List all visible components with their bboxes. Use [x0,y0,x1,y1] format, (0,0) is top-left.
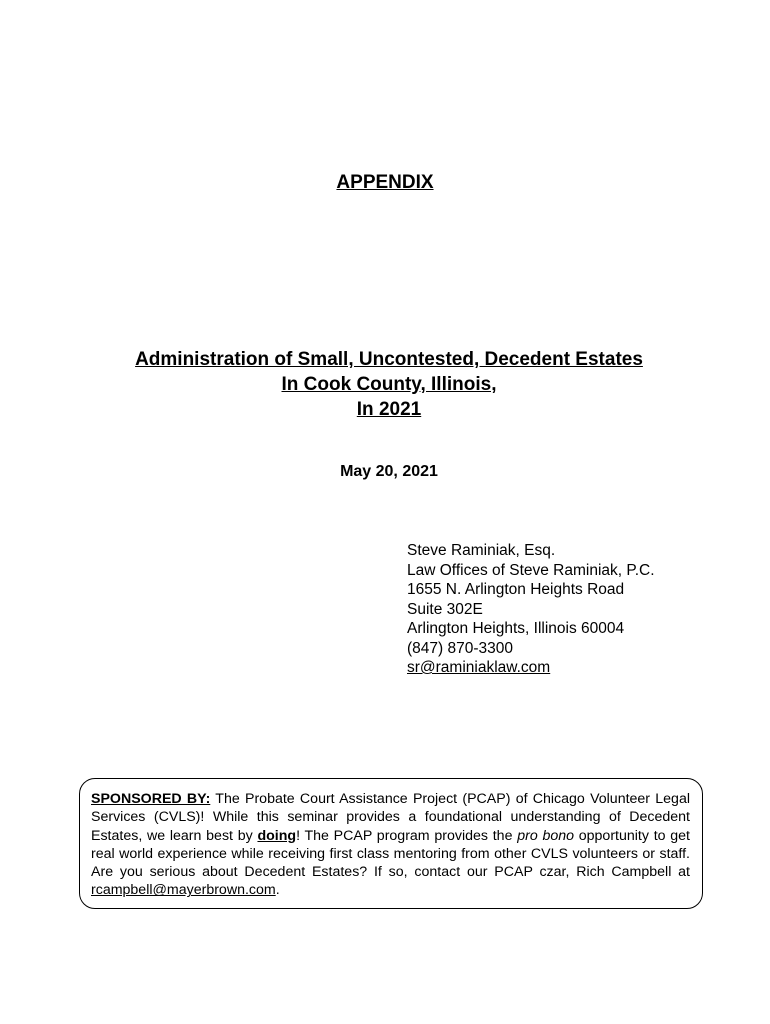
sponsor-email-link[interactable]: rcampbell@mayerbrown.com [91,882,276,899]
sponsor-text-1: The Probate Court Assistance Project (PCAP) of Chicago Volunteer Legal Services (CVLS)! While this seminar provides a foundational understanding of Decedent Estates, we learn best by [91,791,690,844]
document-date: May 20, 2021 [340,463,438,480]
title-line-1: Administration of Small, Uncontested, Decedent Estates [135,349,643,370]
sponsor-end: . [275,882,280,899]
author-city: Arlington Heights, Illinois 60004 [407,620,625,637]
author-name: Steve Raminiak, Esq. [407,542,556,559]
title-line-3: In 2021 [356,399,422,420]
sponsor-text-2: ! The PCAP program provides the [296,827,518,844]
appendix-heading: APPENDIX [336,172,434,193]
author-address-block [407,541,655,678]
sponsor-italic: pro bono [517,827,575,844]
author-street: 1655 N. Arlington Heights Road [407,581,625,598]
sponsor-emphasis: doing [257,827,297,844]
author-firm: Law Offices of Steve Raminiak, P.C. [407,561,655,579]
document-title [0,347,770,422]
title-line-2: In Cook County, Illinois, [281,374,497,395]
author-suite: Suite 302E [407,600,483,618]
author-email-link[interactable]: sr@raminiaklaw.com [407,659,551,676]
sponsor-lead: SPONSORED BY: [91,791,211,807]
sponsor-text-3: opportunity to get real world experience while receiving first class mentoring from other CVLS volunteers or staff. Are you serious about Decedent Estates? If so, contact our PCAP czar, Rich Campbell at [91,827,690,881]
sponsor-box [79,778,703,909]
author-phone: (847) 870-3300 [407,639,513,657]
